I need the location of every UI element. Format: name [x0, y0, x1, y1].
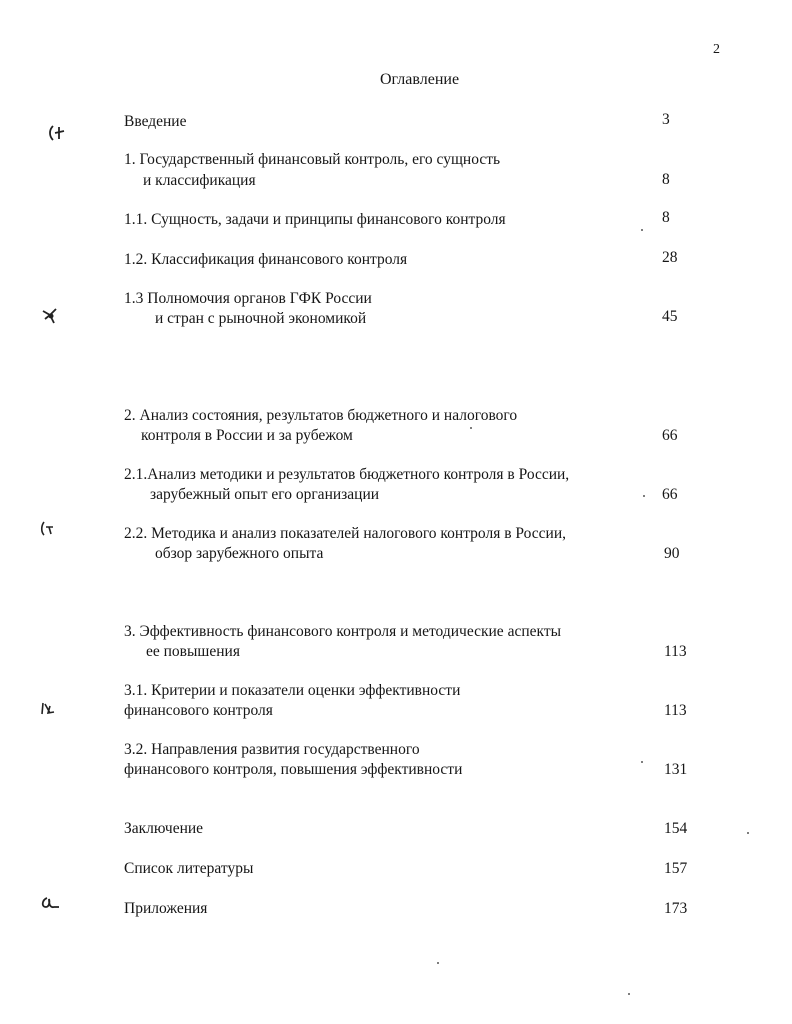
toc-entry-title-continued: обзор зарубежного опыта: [155, 545, 324, 562]
toc-entry-page: 8: [662, 171, 670, 188]
toc-entry-title-continued: и классификация: [143, 172, 256, 189]
toc-entry-title: 3.2. Направления развития государственного: [124, 741, 420, 758]
toc-entry-title-continued: контроля в России и за рубежом: [141, 427, 353, 444]
page-number: 2: [713, 42, 720, 57]
toc-entry-title: 3.1. Критерии и показатели оценки эффективности: [124, 682, 461, 699]
toc-entry-title-continued: и стран с рыночной экономикой: [155, 310, 367, 327]
toc-entry-page: 3: [662, 111, 670, 128]
toc-entry-page: 45: [662, 308, 678, 325]
toc-entry-title: 1. Государственный финансовый контроль, его сущность: [124, 151, 501, 168]
toc-entry-title-continued: финансового контроля, повышения эффективности: [124, 761, 463, 778]
toc-entry-page: 157: [664, 860, 688, 877]
toc-entry-title: 3. Эффективность финансового контроля и методические аспекты: [124, 623, 562, 640]
handwritten-scribble-icon: [38, 893, 62, 915]
toc-entry-title: Введение: [124, 113, 187, 130]
toc-entry-title: 1.2. Классификация финансового контроля: [124, 251, 408, 268]
toc-entry-title: 1.3 Полномочия органов ГФК России: [124, 290, 372, 307]
toc-entry-page: 90: [664, 545, 680, 562]
toc-entry-page: 66: [662, 486, 678, 503]
toc-entry-page: 113: [664, 643, 687, 660]
toc-entry-title: Приложения: [124, 900, 208, 917]
toc-entry-title: Список литературы: [124, 860, 254, 877]
toc-entry-title-continued: зарубежный опыт его организации: [150, 486, 380, 503]
scan-speck: [470, 427, 472, 429]
toc-entry-page: 8: [662, 209, 670, 226]
toc-entry-page: 28: [662, 249, 678, 266]
document-title: Оглавление: [380, 71, 460, 88]
scan-speck: [747, 832, 749, 834]
toc-entry-page: 131: [664, 761, 688, 778]
toc-entry-title: 2.1.Анализ методики и результатов бюджетного контроля в России,: [124, 466, 570, 483]
toc-entry-title: 1.1. Сущность, задачи и принципы финансового контроля: [124, 211, 506, 228]
toc-entry-title: 2.2. Методика и анализ показателей налогового контроля в России,: [124, 525, 566, 542]
toc-entry-page: 173: [664, 900, 688, 917]
toc-entry-page: 154: [664, 820, 688, 837]
toc-entry-title-continued: ее повышения: [146, 643, 240, 660]
handwritten-checkmark-icon: [46, 122, 70, 144]
scan-speck: [437, 962, 439, 964]
toc-entry-title: 2. Анализ состояния, результатов бюджетного и налогового: [124, 407, 518, 424]
scan-speck: [643, 495, 645, 497]
toc-entry-page: 66: [662, 427, 678, 444]
toc-entry-title-continued: финансового контроля: [124, 702, 273, 719]
handwritten-star-mark-icon: [40, 305, 64, 327]
handwritten-checkmark-icon: [38, 518, 62, 540]
toc-entry-page: 113: [664, 702, 687, 719]
toc-entry-title: Заключение: [124, 820, 204, 837]
scan-speck: [641, 761, 643, 763]
scan-speck: [628, 993, 630, 995]
handwritten-tick-mark-icon: [38, 698, 62, 720]
scan-speck: [641, 229, 643, 231]
